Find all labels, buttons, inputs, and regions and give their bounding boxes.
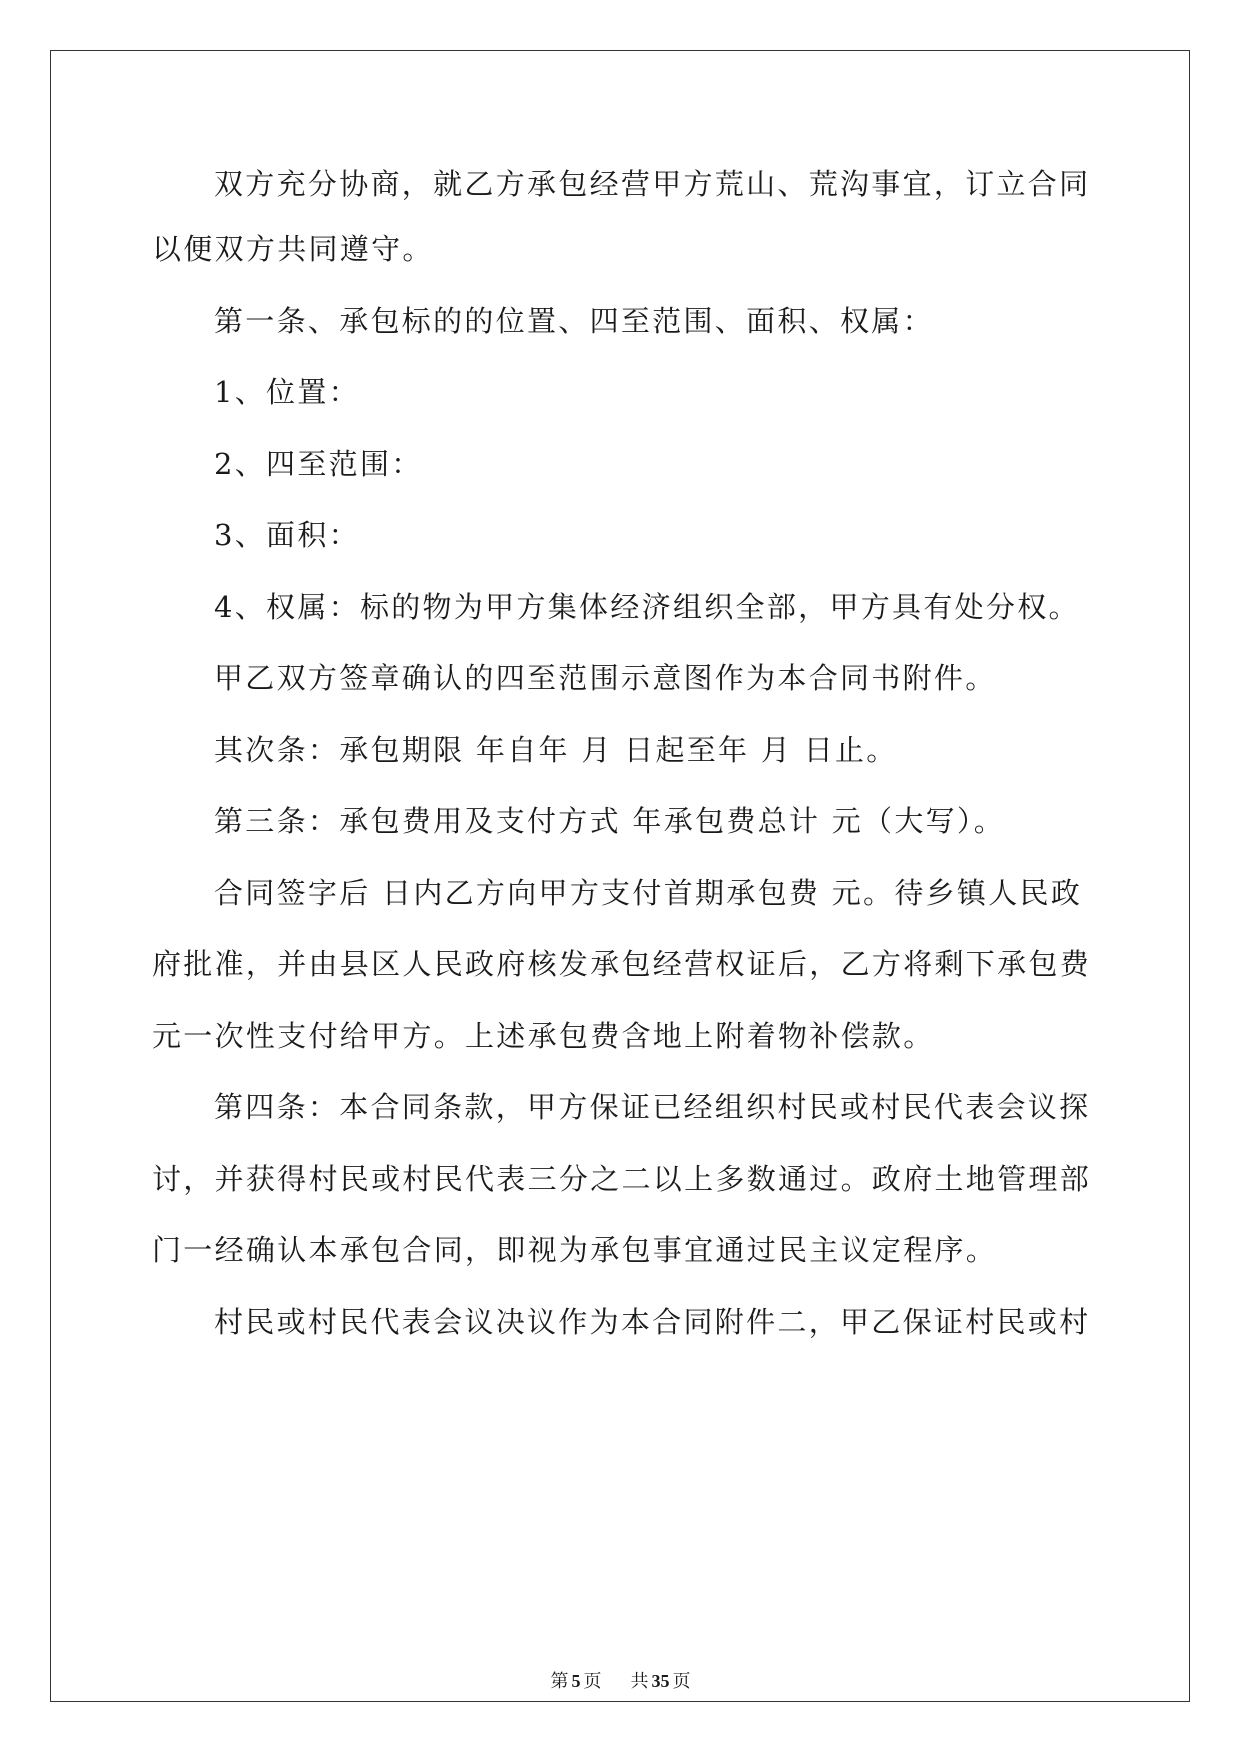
paragraph-line: 其次条：承包期限 年自年 月 日起至年 月 日止。 xyxy=(214,733,898,767)
paragraph-line: 甲乙双方签章确认的四至范围示意图作为本合同书附件。 xyxy=(214,661,997,695)
paragraph-line: 第三条：承包费用及支付方式 年承包费总计 元（大写）。 xyxy=(214,804,1006,838)
paragraph-line: 第一条、承包标的的位置、四至范围、面积、权属： xyxy=(214,304,934,338)
page-prefix: 第 xyxy=(550,1671,569,1691)
paragraph-line: 1、位置： xyxy=(214,375,360,409)
paragraph-line: 第四条：本合同条款，甲方保证已经组织村民或村民代表会议探 xyxy=(214,1090,1091,1124)
page-number: 5 xyxy=(571,1671,581,1691)
paragraph-line: 3、面积： xyxy=(214,518,360,552)
paragraph-line: 讨，并获得村民或村民代表三分之二以上多数通过。政府土地管理部 xyxy=(152,1162,1092,1196)
paragraph-line: 双方充分协商，就乙方承包经营甲方荒山、荒沟事宜，订立合同 xyxy=(214,167,1091,201)
page-footer xyxy=(0,1670,1241,1692)
paragraph-line: 合同签字后 日内乙方向甲方支付首期承包费 元。待乡镇人民政 xyxy=(214,876,1083,910)
paragraph-line: 2、四至范围： xyxy=(214,447,423,481)
paragraph-line: 门一经确认本承包合同，即视为承包事宜通过民主议定程序。 xyxy=(152,1233,998,1267)
paragraph-line: 府批准，并由县区人民政府核发承包经营权证后，乙方将剩下承包费 xyxy=(152,947,1092,981)
page-suffix: 页 xyxy=(583,1671,602,1691)
paragraph-line: 4、权属：标的物为甲方集体经济组织全部，甲方具有处分权。 xyxy=(214,590,1080,624)
paragraph-line: 以便双方共同遵守。 xyxy=(152,232,434,266)
paragraph-line: 元一次性支付给甲方。上述承包费含地上附着物补偿款。 xyxy=(152,1019,935,1053)
total-prefix: 共 xyxy=(630,1671,649,1691)
paragraph-line: 村民或村民代表会议决议作为本合同附件二，甲乙保证村民或村 xyxy=(214,1305,1091,1339)
total-suffix: 页 xyxy=(672,1671,691,1691)
total-pages: 35 xyxy=(651,1671,670,1691)
